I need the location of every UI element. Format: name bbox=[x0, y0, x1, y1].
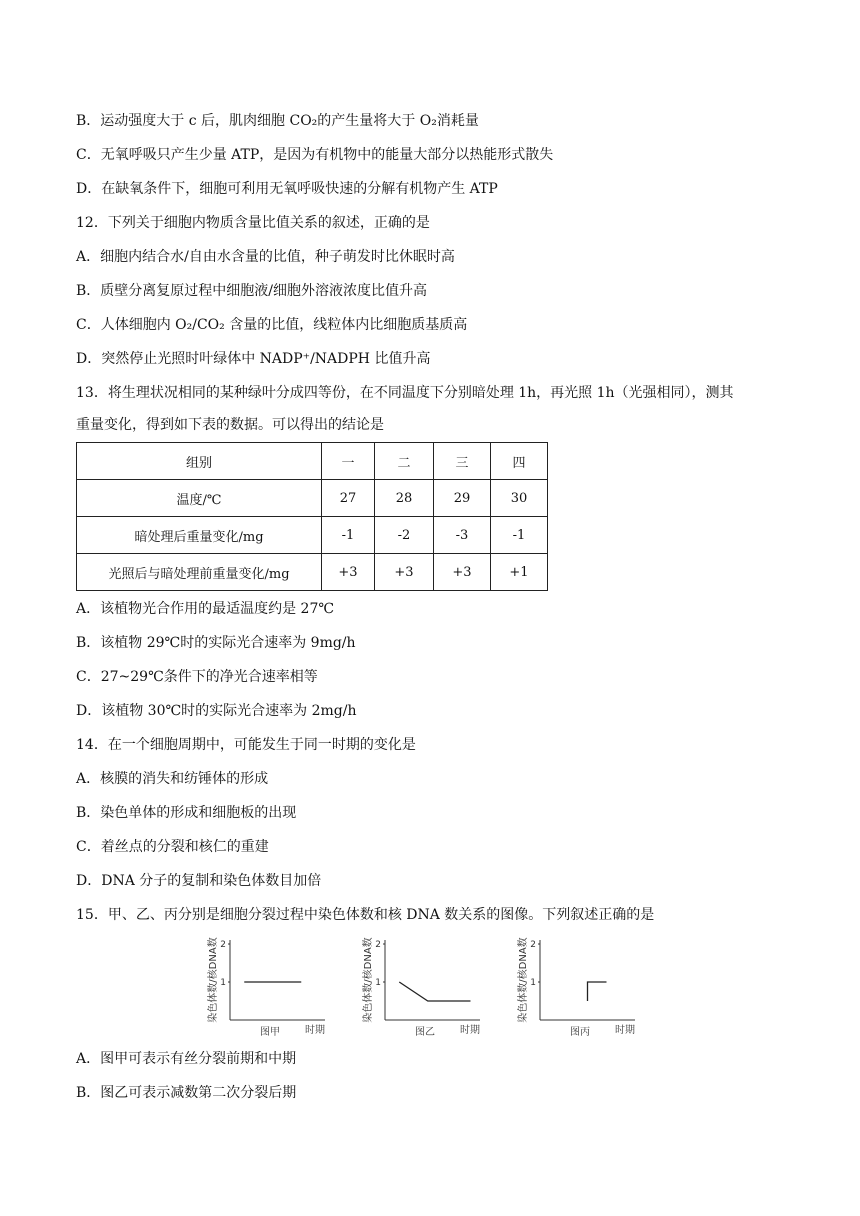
q15-stem: 15．甲、乙、丙分别是细胞分裂过程中染色体数和核 DNA 数关系的图像。下列叙述正确的是 bbox=[76, 907, 655, 923]
q15-option-a: A．图甲可表示有丝分裂前期和中期 bbox=[76, 1051, 297, 1067]
table-cell: 27 bbox=[322, 480, 375, 517]
table-cell: -1 bbox=[491, 517, 548, 554]
q13-stem-line2: 重量变化，得到如下表的数据。可以得出的结论是 bbox=[76, 417, 384, 433]
q11-option-c: C．无氧呼吸只产生少量 ATP，是因为有机物中的能量大部分以热能形式散失 bbox=[76, 147, 554, 163]
table-row bbox=[77, 554, 548, 591]
table-cell: 光照后与暗处理前重量变化/mg bbox=[77, 554, 322, 591]
table-row bbox=[77, 517, 548, 554]
panel-series-line bbox=[399, 982, 470, 1001]
x-axis-label: 时期 bbox=[615, 1025, 635, 1036]
table-header-cell: 一 bbox=[322, 443, 375, 480]
y-tick-label: 2 bbox=[530, 940, 536, 950]
x-axis-label: 时期 bbox=[305, 1025, 325, 1036]
table-cell: -1 bbox=[322, 517, 375, 554]
table-header-cell: 四 bbox=[491, 443, 548, 480]
q12-option-d: D．突然停止光照时叶绿体中 NADP⁺/NADPH 比值升高 bbox=[76, 351, 431, 367]
table-cell: -2 bbox=[375, 517, 434, 554]
table-cell: 30 bbox=[491, 480, 548, 517]
q13-stem-line1: 13．将生理状况相同的某种绿叶分成四等份，在不同温度下分别暗处理 1h，再光照 1h（光强相同），测其 bbox=[76, 385, 734, 401]
q11-option-b: B．运动强度大于 c 后，肌肉细胞 CO₂的产生量将大于 O₂消耗量 bbox=[76, 113, 479, 129]
table-cell: 29 bbox=[434, 480, 491, 517]
y-tick-label: 2 bbox=[375, 940, 381, 950]
table-cell: +1 bbox=[491, 554, 548, 591]
q13-data-table bbox=[76, 442, 548, 591]
x-axis-label: 时期 bbox=[460, 1025, 480, 1036]
q12-option-c: C．人体细胞内 O₂/CO₂ 含量的比值，线粒体内比细胞质基质高 bbox=[76, 317, 468, 333]
table-header-cell: 二 bbox=[375, 443, 434, 480]
q15-option-b: B．图乙可表示减数第二次分裂后期 bbox=[76, 1085, 297, 1101]
q15-figure-svg bbox=[190, 930, 670, 1042]
panel-name: 图甲 bbox=[260, 1027, 280, 1038]
y-tick-label: 1 bbox=[375, 978, 381, 988]
panel-series-line bbox=[588, 982, 607, 1001]
y-axis-label: 染色体数/核DNA数 bbox=[518, 937, 529, 1023]
table-cell: +3 bbox=[434, 554, 491, 591]
y-axis-label: 染色体数/核DNA数 bbox=[208, 937, 219, 1023]
table-cell: 28 bbox=[375, 480, 434, 517]
panel-name: 图丙 bbox=[570, 1027, 590, 1038]
y-tick-label: 1 bbox=[530, 978, 536, 988]
y-tick-label: 2 bbox=[220, 940, 226, 950]
table-cell: +3 bbox=[322, 554, 375, 591]
q14-stem: 14．在一个细胞周期中，可能发生于同一时期的变化是 bbox=[76, 737, 416, 753]
y-axis-label: 染色体数/核DNA数 bbox=[363, 937, 374, 1023]
table-row bbox=[77, 480, 548, 517]
table-header-cell: 三 bbox=[434, 443, 491, 480]
q12-option-b: B．质壁分离复原过程中细胞液/细胞外溶液浓度比值升高 bbox=[76, 283, 428, 299]
table-header-cell: 组别 bbox=[77, 443, 322, 480]
table-cell: 温度/℃ bbox=[77, 480, 322, 517]
q13-option-b: B．该植物 29℃时的实际光合速率为 9mg/h bbox=[76, 635, 356, 651]
q15-figure bbox=[190, 930, 670, 1042]
y-tick-label: 1 bbox=[220, 978, 226, 988]
q12-stem: 12．下列关于细胞内物质含量比值关系的叙述，正确的是 bbox=[76, 215, 430, 231]
q13-option-a: A．该植物光合作用的最适温度约是 27℃ bbox=[76, 601, 335, 617]
q12-option-a: A．细胞内结合水/自由水含量的比值，种子萌发时比休眠时高 bbox=[76, 249, 455, 265]
q11-option-d: D．在缺氧条件下，细胞可利用无氧呼吸快速的分解有机物产生 ATP bbox=[76, 181, 498, 197]
table-cell: +3 bbox=[375, 554, 434, 591]
panel-name: 图乙 bbox=[415, 1027, 435, 1038]
q13-option-c: C．27~29℃条件下的净光合速率相等 bbox=[76, 669, 318, 685]
q14-option-d: D．DNA 分子的复制和染色体数目加倍 bbox=[76, 873, 322, 889]
table-cell: 暗处理后重量变化/mg bbox=[77, 517, 322, 554]
q13-option-d: D．该植物 30℃时的实际光合速率为 2mg/h bbox=[76, 703, 357, 719]
table-cell: -3 bbox=[434, 517, 491, 554]
q14-option-c: C．着丝点的分裂和核仁的重建 bbox=[76, 839, 269, 855]
q14-option-b: B．染色单体的形成和细胞板的出现 bbox=[76, 805, 297, 821]
q14-option-a: A．核膜的消失和纺锤体的形成 bbox=[76, 771, 269, 787]
table-header-row bbox=[77, 443, 548, 480]
